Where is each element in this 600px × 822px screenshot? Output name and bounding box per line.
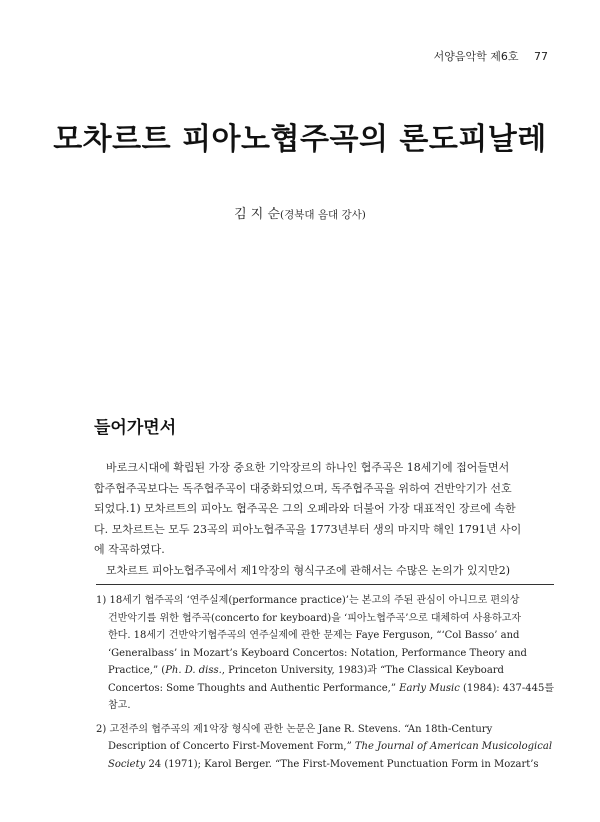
footnote-divider — [96, 584, 554, 585]
footnote-text: 18세기 협주곡의 ‘연주실제(performance practice)’는 본고의 주된 관심이 아니므로 편의상 — [109, 595, 520, 606]
footnote-line — [96, 662, 556, 680]
footnote-line: 한다. 18세기 건반악기협주곡의 연주실제에 관한 문제는 Faye Ferguson, “‘Col Basso’ and — [108, 630, 520, 641]
footnote-italic: The Journal of American Musicological — [354, 741, 553, 752]
page-number: 77 — [534, 50, 548, 63]
body-line: 에 작곡하였다. — [94, 543, 165, 556]
body-line: 모차르트 피아노협주곡에서 제1악장의 형식구조에 관해서는 수많은 논의가 있지만2) — [106, 563, 511, 577]
body-line: 합주협주곡보다는 독주협주곡이 대중화되었으며, 독주협주곡을 위하여 건반악기가 선호 — [94, 481, 512, 495]
running-head — [434, 48, 548, 64]
footnote-line — [96, 680, 556, 698]
footnote-text: 24 (1971); Karol Berger. “The First-Movement Punctuation Form in Mozart’s — [145, 758, 539, 770]
footnote-line — [96, 721, 556, 739]
footnote-number: 1) — [96, 595, 107, 606]
author-affiliation: (경북대 음대 강사) — [280, 209, 366, 221]
footnote-2 — [96, 721, 556, 774]
footnotes — [96, 592, 556, 779]
footnote-1 — [96, 592, 556, 715]
footnote-line — [96, 756, 556, 774]
body-paragraphs — [94, 458, 554, 581]
footnote-text: Practice,” ( — [108, 665, 166, 676]
author-name: 김 지 순 — [234, 207, 281, 222]
footnote-italic: Society — [108, 758, 146, 770]
footnote-text: Description of Concerto First-Movement Form,” — [108, 741, 355, 752]
body-line: 다. 모차르트는 모두 23곡의 피아노협주곡을 1773년부터 생의 마지막 해인 1791년 사이 — [94, 522, 522, 536]
footnote-text: Concertos: Some Thoughts and Authentic Performance,” — [108, 682, 400, 694]
footnote-italic: Ph. D. diss. — [165, 665, 222, 676]
footnote-italic: Early Music — [399, 682, 460, 694]
footnote-text: (1984): 437-445를 — [459, 682, 555, 694]
body-line: 바로크시대에 확립된 가장 중요한 기악장르의 하나인 협주곡은 18세기에 접어들면서 — [106, 461, 510, 474]
footnote-line: ‘Generalbass’ in Mozart’s Keyboard Concertos: Notation, Performance Theory and — [108, 647, 527, 659]
article-title: 모차르트 피아노협주곡의 론도피날레 — [53, 122, 547, 157]
section-heading: 들어가면서 — [94, 418, 177, 438]
author-line — [0, 203, 600, 222]
footnote-text: 고전주의 협주곡의 제1악장 형식에 관한 논문은 Jane R. Stevens. “An 18th-Century — [109, 723, 493, 735]
footnote-line: 건반악기를 위한 협주곡(concerto for keyboard)을 ‘피아노협주곡’으로 대체하여 사용하고자 — [108, 612, 521, 624]
footnote-number: 2) — [96, 723, 107, 735]
footnote-line: 참고. — [108, 700, 131, 711]
footnote-text: , Princeton University, 1983)과 “The Classical Keyboard — [221, 665, 504, 676]
body-line: 되었다.1) 모차르트의 피아노 협주곡은 그의 오페라와 더불어 가장 대표적인 장르에 속한 — [94, 502, 516, 515]
footnote-line — [96, 738, 556, 756]
journal-name: 서양음악학 제6호 — [433, 50, 519, 63]
footnote-line — [96, 592, 556, 610]
